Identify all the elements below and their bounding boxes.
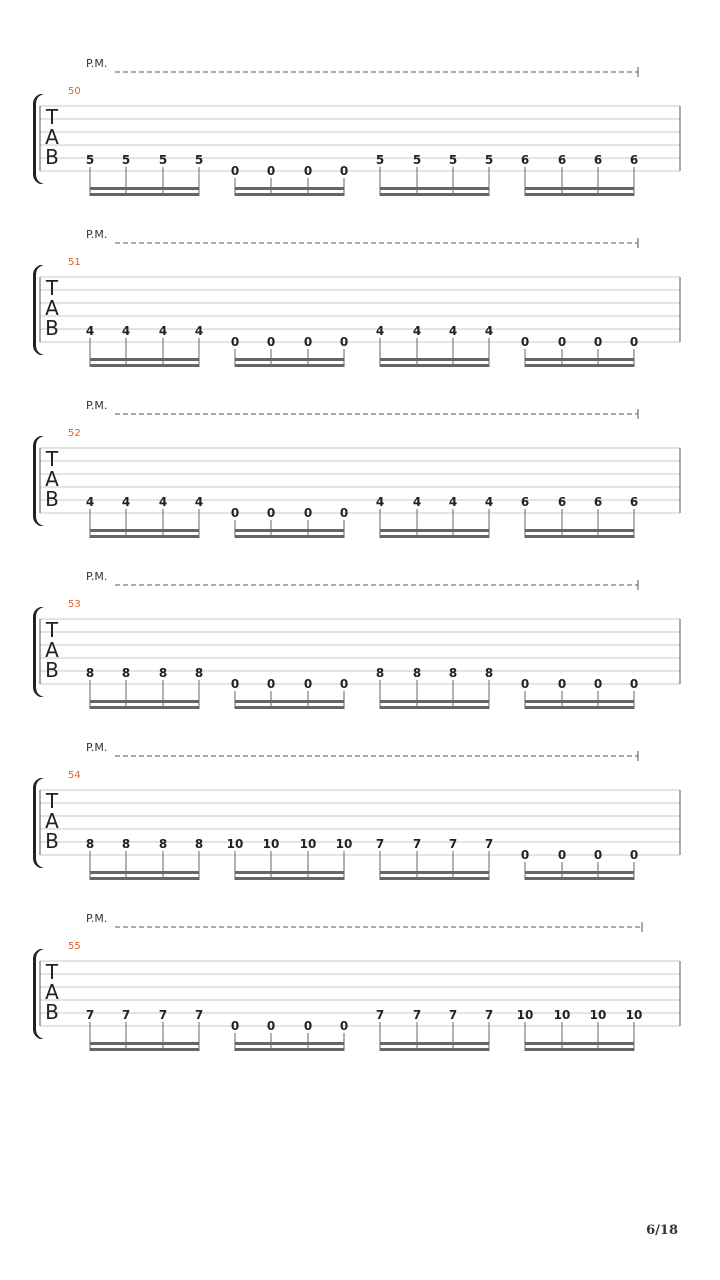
fret-number: 0 bbox=[339, 1019, 349, 1033]
fret-number: 4 bbox=[412, 324, 422, 338]
tab-clef-letter: T bbox=[45, 618, 59, 642]
fret-number: 4 bbox=[448, 324, 458, 338]
tab-clef-letter: A bbox=[45, 809, 59, 833]
fret-number: 8 bbox=[194, 666, 204, 680]
fret-number: 0 bbox=[266, 335, 276, 349]
tab-clef-letter: B bbox=[45, 145, 59, 169]
fret-number: 5 bbox=[448, 153, 458, 167]
beam bbox=[525, 193, 634, 196]
beam bbox=[380, 1048, 489, 1051]
fret-number: 4 bbox=[158, 324, 168, 338]
fret-number: 0 bbox=[230, 1019, 240, 1033]
measure-number: 51 bbox=[68, 257, 81, 268]
fret-number: 0 bbox=[593, 335, 603, 349]
fret-number: 5 bbox=[375, 153, 385, 167]
tab-clef-letter: T bbox=[45, 447, 59, 471]
fret-number: 7 bbox=[484, 837, 494, 851]
fret-number: 10 bbox=[335, 837, 353, 851]
fret-number: 8 bbox=[121, 666, 131, 680]
tab-systems bbox=[33, 57, 680, 1051]
beam bbox=[525, 1048, 634, 1051]
fret-number: 6 bbox=[557, 153, 567, 167]
beam bbox=[380, 193, 489, 196]
fret-number: 4 bbox=[194, 324, 204, 338]
page-number: 6/18 bbox=[646, 1223, 678, 1238]
tab-system bbox=[33, 228, 680, 367]
beam bbox=[235, 700, 344, 703]
fret-number: 8 bbox=[448, 666, 458, 680]
fret-number: 10 bbox=[262, 837, 280, 851]
fret-number: 7 bbox=[448, 837, 458, 851]
beam bbox=[90, 187, 199, 190]
fret-number: 0 bbox=[230, 164, 240, 178]
fret-number: 0 bbox=[339, 506, 349, 520]
beam bbox=[235, 871, 344, 874]
beam bbox=[380, 358, 489, 361]
beam bbox=[90, 877, 199, 880]
fret-number: 0 bbox=[520, 335, 530, 349]
palm-mute-label: P.M. bbox=[86, 912, 108, 925]
fret-number: 5 bbox=[121, 153, 131, 167]
beam bbox=[235, 1048, 344, 1051]
beam bbox=[90, 1048, 199, 1051]
fret-number: 7 bbox=[194, 1008, 204, 1022]
measure-number: 53 bbox=[68, 599, 81, 610]
fret-number: 0 bbox=[520, 848, 530, 862]
fret-number: 6 bbox=[593, 495, 603, 509]
fret-number: 7 bbox=[448, 1008, 458, 1022]
beam bbox=[380, 364, 489, 367]
beam bbox=[525, 187, 634, 190]
tab-system bbox=[33, 57, 680, 196]
beam bbox=[235, 877, 344, 880]
fret-number: 10 bbox=[299, 837, 317, 851]
fret-number: 0 bbox=[629, 335, 639, 349]
tab-clef-letter: A bbox=[45, 125, 59, 149]
tab-clef-letter: A bbox=[45, 467, 59, 491]
tab-clef-letter: A bbox=[45, 638, 59, 662]
fret-number: 6 bbox=[629, 495, 639, 509]
tab-clef-letter: A bbox=[45, 296, 59, 320]
fret-number: 4 bbox=[375, 495, 385, 509]
fret-number: 4 bbox=[121, 324, 131, 338]
measure-number: 54 bbox=[68, 770, 81, 781]
fret-number: 8 bbox=[85, 837, 95, 851]
beam bbox=[235, 187, 344, 190]
fret-number: 6 bbox=[629, 153, 639, 167]
tab-clef-letter: T bbox=[45, 789, 59, 813]
fret-number: 0 bbox=[629, 677, 639, 691]
tab-clef-letter: B bbox=[45, 1000, 59, 1024]
fret-number: 5 bbox=[158, 153, 168, 167]
fret-number: 0 bbox=[266, 164, 276, 178]
fret-number: 0 bbox=[230, 335, 240, 349]
fret-number: 4 bbox=[375, 324, 385, 338]
fret-number: 0 bbox=[303, 335, 313, 349]
fret-number: 4 bbox=[194, 495, 204, 509]
tab-clef-letter: T bbox=[45, 105, 59, 129]
fret-number: 5 bbox=[484, 153, 494, 167]
fret-number: 0 bbox=[266, 1019, 276, 1033]
fret-number: 0 bbox=[557, 677, 567, 691]
fret-number: 0 bbox=[339, 164, 349, 178]
fret-number: 7 bbox=[484, 1008, 494, 1022]
palm-mute-label: P.M. bbox=[86, 57, 108, 70]
fret-number: 4 bbox=[85, 495, 95, 509]
beam bbox=[380, 535, 489, 538]
fret-number: 0 bbox=[266, 677, 276, 691]
fret-number: 10 bbox=[516, 1008, 534, 1022]
fret-number: 6 bbox=[520, 495, 530, 509]
beam bbox=[525, 529, 634, 532]
beam bbox=[525, 358, 634, 361]
beam bbox=[235, 364, 344, 367]
fret-number: 10 bbox=[589, 1008, 607, 1022]
tab-clef-letter: A bbox=[45, 980, 59, 1004]
tab-clef-letter: T bbox=[45, 276, 59, 300]
fret-number: 7 bbox=[412, 1008, 422, 1022]
beam bbox=[90, 358, 199, 361]
fret-number: 0 bbox=[339, 335, 349, 349]
fret-number: 8 bbox=[158, 666, 168, 680]
beam bbox=[380, 706, 489, 709]
beam bbox=[525, 1042, 634, 1045]
fret-number: 8 bbox=[375, 666, 385, 680]
measure-number: 50 bbox=[68, 86, 81, 97]
fret-number: 0 bbox=[230, 677, 240, 691]
beam bbox=[380, 187, 489, 190]
beam bbox=[235, 1042, 344, 1045]
fret-number: 0 bbox=[629, 848, 639, 862]
fret-number: 8 bbox=[412, 666, 422, 680]
beam bbox=[380, 700, 489, 703]
beam bbox=[90, 871, 199, 874]
beam bbox=[90, 529, 199, 532]
fret-number: 8 bbox=[194, 837, 204, 851]
beam bbox=[90, 193, 199, 196]
beam bbox=[90, 706, 199, 709]
beam bbox=[525, 706, 634, 709]
fret-number: 0 bbox=[303, 1019, 313, 1033]
fret-number: 4 bbox=[85, 324, 95, 338]
fret-number: 0 bbox=[557, 335, 567, 349]
tab-clef-letter: B bbox=[45, 487, 59, 511]
fret-number: 7 bbox=[85, 1008, 95, 1022]
fret-number: 6 bbox=[593, 153, 603, 167]
measure-number: 55 bbox=[68, 941, 81, 952]
tab-system bbox=[33, 741, 680, 880]
fret-number: 0 bbox=[303, 164, 313, 178]
fret-number: 7 bbox=[158, 1008, 168, 1022]
palm-mute-label: P.M. bbox=[86, 570, 108, 583]
measure-number: 52 bbox=[68, 428, 81, 439]
beam bbox=[235, 535, 344, 538]
fret-number: 5 bbox=[85, 153, 95, 167]
fret-number: 8 bbox=[484, 666, 494, 680]
fret-number: 4 bbox=[484, 324, 494, 338]
fret-number: 10 bbox=[625, 1008, 643, 1022]
fret-number: 8 bbox=[85, 666, 95, 680]
tab-clef-letter: B bbox=[45, 829, 59, 853]
beam bbox=[235, 358, 344, 361]
fret-number: 0 bbox=[266, 506, 276, 520]
palm-mute-label: P.M. bbox=[86, 399, 108, 412]
fret-number: 7 bbox=[375, 1008, 385, 1022]
fret-number: 0 bbox=[303, 677, 313, 691]
fret-number: 4 bbox=[412, 495, 422, 509]
fret-number: 0 bbox=[230, 506, 240, 520]
beam bbox=[525, 364, 634, 367]
tab-system bbox=[33, 570, 680, 709]
fret-number: 4 bbox=[448, 495, 458, 509]
beam bbox=[525, 871, 634, 874]
fret-number: 7 bbox=[412, 837, 422, 851]
fret-number: 0 bbox=[593, 848, 603, 862]
beam bbox=[525, 877, 634, 880]
fret-number: 10 bbox=[553, 1008, 571, 1022]
fret-number: 0 bbox=[557, 848, 567, 862]
fret-number: 0 bbox=[339, 677, 349, 691]
fret-number: 0 bbox=[303, 506, 313, 520]
beam bbox=[90, 535, 199, 538]
tab-system bbox=[33, 912, 680, 1051]
beam bbox=[380, 877, 489, 880]
beam bbox=[235, 193, 344, 196]
beam bbox=[380, 1042, 489, 1045]
beam bbox=[525, 535, 634, 538]
palm-mute-label: P.M. bbox=[86, 228, 108, 241]
tab-clef-letter: T bbox=[45, 960, 59, 984]
fret-number: 4 bbox=[121, 495, 131, 509]
tab-system bbox=[33, 399, 680, 538]
fret-number: 6 bbox=[557, 495, 567, 509]
palm-mute-label: P.M. bbox=[86, 741, 108, 754]
fret-number: 6 bbox=[520, 153, 530, 167]
fret-number: 5 bbox=[412, 153, 422, 167]
fret-number: 4 bbox=[484, 495, 494, 509]
beam bbox=[90, 364, 199, 367]
fret-number: 10 bbox=[226, 837, 244, 851]
beam bbox=[525, 700, 634, 703]
fret-number: 0 bbox=[520, 677, 530, 691]
fret-number: 8 bbox=[158, 837, 168, 851]
beam bbox=[90, 700, 199, 703]
tab-clef-letter: B bbox=[45, 316, 59, 340]
fret-number: 0 bbox=[593, 677, 603, 691]
fret-number: 5 bbox=[194, 153, 204, 167]
fret-number: 7 bbox=[121, 1008, 131, 1022]
fret-number: 4 bbox=[158, 495, 168, 509]
beam bbox=[380, 529, 489, 532]
beam bbox=[235, 529, 344, 532]
beam bbox=[235, 706, 344, 709]
tab-clef-letter: B bbox=[45, 658, 59, 682]
beam bbox=[90, 1042, 199, 1045]
fret-number: 7 bbox=[375, 837, 385, 851]
beam bbox=[380, 871, 489, 874]
fret-number: 8 bbox=[121, 837, 131, 851]
